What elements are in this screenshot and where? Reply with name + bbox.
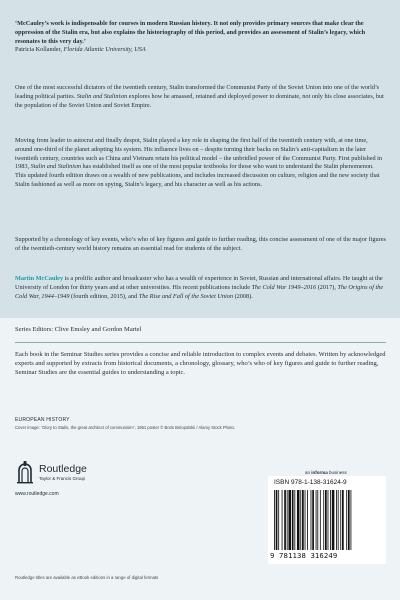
para1-text-a: One of the most successful dictators of the twentieth century, Stalin transformed the Communist Party of the Soviet Union into one of the world’s leading political parties. — [15, 84, 380, 100]
isbn-label: ISBN 978-1-138-31624-9 — [274, 479, 347, 486]
author-text-b: (2017), — [316, 283, 338, 291]
review-quote — [15, 20, 386, 55]
cover-image-credit: Cover image: ‘Glory to Stalin, the great architect of communism!’, 1951 poster © Boris Belopolskii / Alamy Stock Photo. — [15, 425, 235, 430]
description-paragraph-2-text — [15, 137, 386, 190]
barcode-icon — [274, 490, 380, 550]
barcode-digits: 9 781138 316249 — [270, 551, 338, 560]
author-book-3: The Rise and Fall of the Soviet Union — [138, 292, 233, 300]
quote-attribution-affiliation: Florida Atlantic University, USA — [63, 46, 146, 54]
informa-business-tag — [305, 470, 347, 475]
quote-attribution-name: Patricia Kollander, — [15, 46, 64, 54]
informa-prefix: an — [305, 470, 312, 475]
publisher-name: Routledge — [39, 463, 87, 475]
subject-category: EUROPEAN HISTORY — [15, 417, 70, 423]
para2-text-b: has established itself as one of the most popular textbooks for those who want to understand the Stalin phenomenon. This updated fourth edition draws on a wealth of new publications, and includes increased discussion on culture, religion and the new society that Stalin fashioned as well as more on spying, Stalin’s legacy, and his character as well as his actions. — [15, 163, 380, 188]
para1-text-b: explores how he amassed, retained and deployed power to dominate, not only his close associates, but the population of the Soviet Union and Soviet Empire. — [15, 92, 384, 109]
series-description — [15, 350, 386, 377]
series-editors: Series Editors: Clive Emsley and Gordon Martel — [15, 326, 142, 333]
description-paragraph-2 — [15, 137, 386, 190]
quote-text: ‘McCauley’s work is indispensable for courses in modern Russian history. It not only provides primary sources that make clear the oppression of the Stalin era, but also explains the historiography of this period, and provides an assessment of Stalin’s legacy, which resonates to this very day.’ — [15, 20, 366, 45]
divider — [15, 342, 386, 343]
author-name: Martin McCauley — [15, 275, 64, 282]
ebook-footnote: Routledge titles are available as eBook editions in a range of digital formats — [15, 575, 159, 580]
description-paragraph-1-text — [15, 84, 386, 110]
author-book-1: The Cold War 1949–2016 — [251, 283, 317, 291]
publisher-website: www.routledge.com — [15, 491, 59, 497]
author-bio-text — [15, 275, 386, 301]
author-bio — [15, 275, 386, 301]
informa-suffix: business — [327, 470, 347, 475]
para2-text-a: Moving from leader to autocrat and finally despot, Stalin played a key role in shaping the first half of the twentieth century with, at one time, around one-third of the planet adopting his system. His influence lives on – despite turning their backs on Stalin’s anti-capitalism in the later twentieth century, countries such as China and Vietnam retain his political model – the unbridled power of the Communist Party. First published in 1983, — [15, 137, 383, 171]
para1-book-title: Stalin and Stalinism — [76, 92, 128, 100]
routledge-logo-icon — [15, 458, 35, 484]
author-text-d: (2008). — [233, 292, 253, 300]
para3-text: Supported by a chronology of key events, who’s who of key figures and guide to further reading, this concise assessment of one of the major figures of the twentieth-century world history remains an essential read for students of the subject. — [15, 236, 386, 252]
author-book-2: The Origins of the Cold War, 1944–1949 — [15, 283, 384, 300]
series-description-text: Each book in the Seminar Studies series provides a concise and reliable introduction to complex events and debates. Written by acknowledged experts and supported by extracts from historical documents, a chronology, glossary, who’s who of key figures and guide to further reading, Seminar Studies are the essential guides to understanding a topic. — [15, 351, 386, 377]
quote-attribution — [15, 46, 386, 55]
description-paragraph-3 — [15, 236, 386, 254]
para2-book-title: Stalin and Stalinism — [30, 163, 81, 171]
author-text-a: is a prolific author and broadcaster who has a wealth of experience in Soviet, Russian and international affairs. He taught at the University of London for thirty years and at other universities. His recent publications include — [15, 275, 383, 291]
author-text-c: (fourth edition, 2015), and — [69, 292, 139, 300]
description-paragraph-1 — [15, 84, 386, 110]
informa-brand: informa — [311, 470, 328, 475]
publisher-group: Taylor & Francis Group — [39, 476, 86, 481]
barcode-panel — [268, 476, 386, 564]
